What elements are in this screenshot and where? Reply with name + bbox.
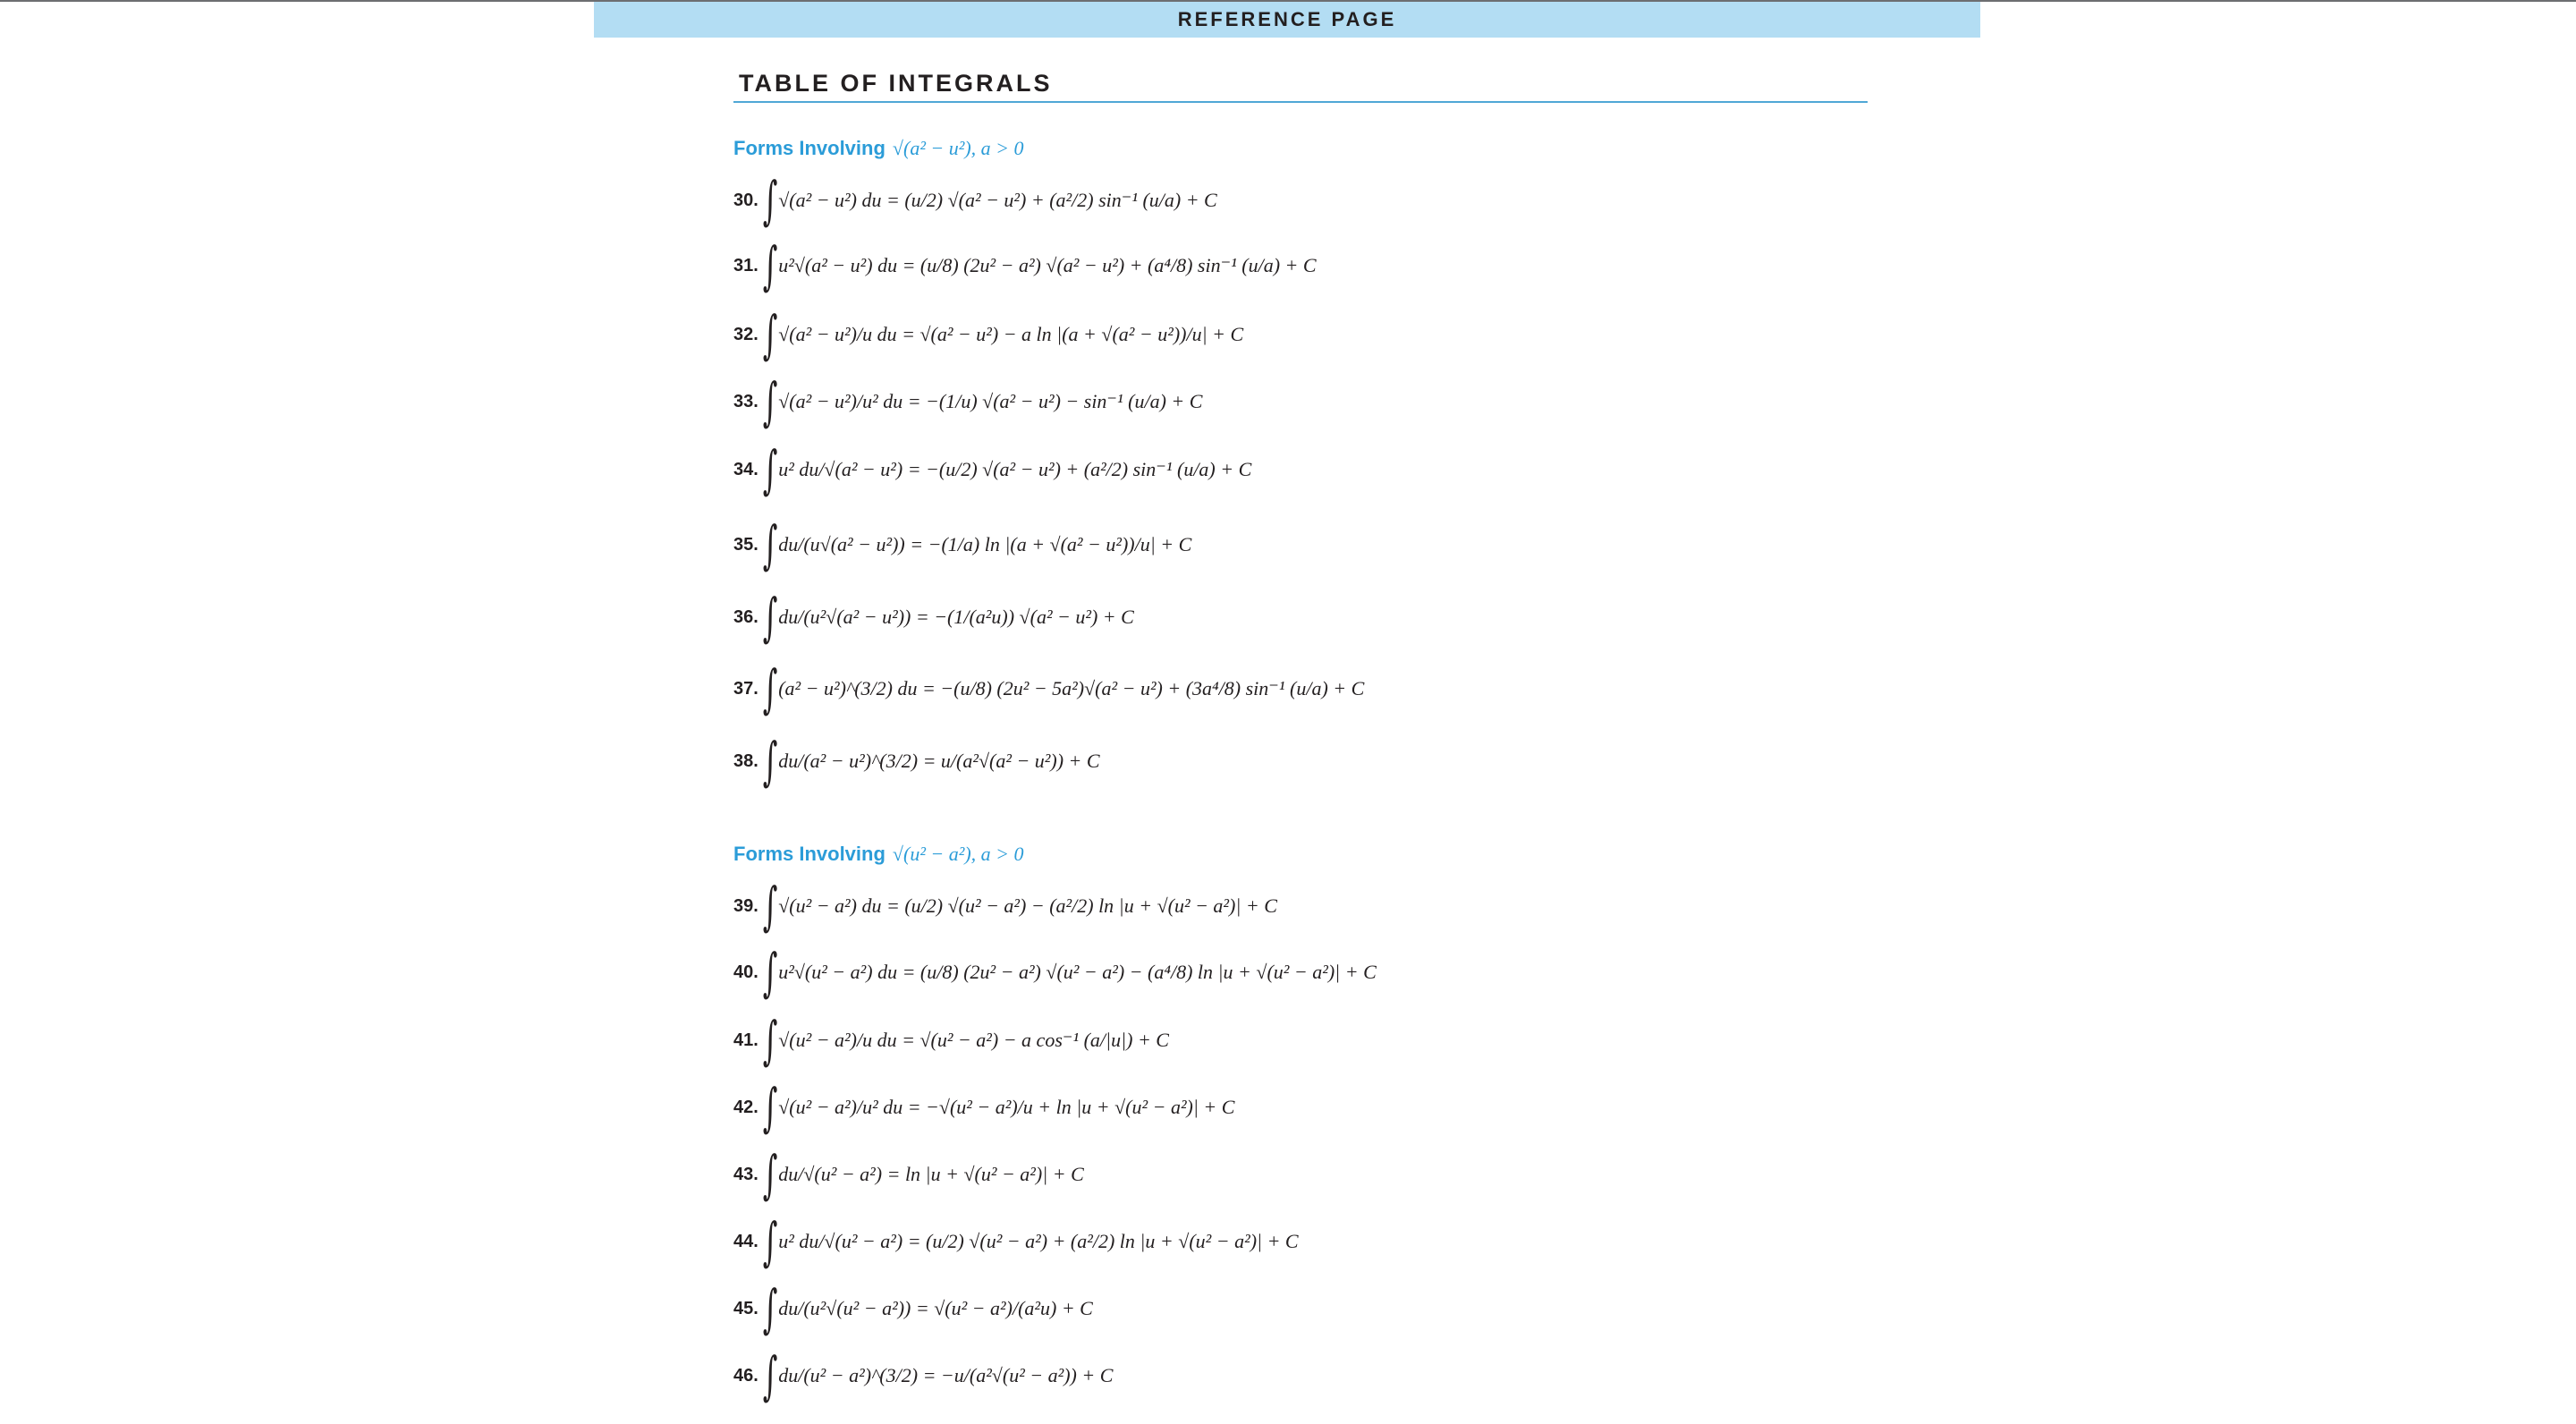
section-heading-a2-minus-u2 [733, 134, 1024, 163]
formula-expression: u²√(a² − u²) du = (u/8) (2u² − a²) √(a² − u²) + (a⁴/8) sin⁻¹ (u/a) + C [778, 254, 1317, 276]
banner-title: REFERENCE PAGE [1177, 8, 1397, 30]
formula-number: 34. [733, 459, 758, 479]
formula-number: 35. [733, 534, 758, 555]
formula-expression: du/(u² − a²)^(3/2) = −u/(a²√(u² − a²)) + C [778, 1364, 1114, 1386]
formula-expression: du/(u√(a² − u²)) = −(1/a) ln |(a + √(a² − u²))/u| + C [778, 533, 1192, 555]
formula-number: 45. [733, 1298, 758, 1318]
integral-sign-icon: ∫ [762, 942, 778, 1003]
section-condition: √(u² − a²), a > 0 [892, 843, 1024, 865]
formula-number: 42. [733, 1097, 758, 1117]
integral-sign-icon: ∫ [762, 1211, 778, 1272]
formula-number: 43. [733, 1164, 758, 1184]
formula-expression: u²√(u² − a²) du = (u/8) (2u² − a²) √(u² − a²) − (a⁴/8) ln |u + √(u² − a²)| + C [778, 961, 1377, 983]
formula-number: 40. [733, 962, 758, 982]
formula-number: 30. [733, 190, 758, 210]
formula-35 [733, 513, 1191, 577]
formula-expression: du/(u²√(a² − u²)) = −(1/(a²u)) √(a² − u²) + C [778, 606, 1134, 628]
section-condition: √(a² − u²), a > 0 [892, 137, 1024, 159]
formula-expression: √(a² − u²)/u² du = −(1/u) √(a² − u²) − sin⁻¹ (u/a) + C [778, 390, 1203, 412]
formula-34 [733, 437, 1251, 502]
integral-sign-icon: ∫ [762, 1278, 778, 1339]
integral-sign-icon: ∫ [762, 1345, 778, 1406]
formula-32 [733, 302, 1243, 367]
integral-sign-icon: ∫ [762, 876, 778, 937]
formula-expression: du/(u²√(u² − a²)) = √(u² − a²)/(a²u) + C [778, 1297, 1093, 1319]
formula-number: 37. [733, 678, 758, 699]
section-label: Forms Involving [733, 843, 886, 865]
formula-expression: √(a² − u²)/u du = √(a² − u²) − a ln |(a + √(a² − u²))/u| + C [778, 323, 1244, 345]
formula-42 [733, 1075, 1234, 1140]
formula-number: 31. [733, 255, 758, 275]
formula-number: 33. [733, 391, 758, 411]
integral-sign-icon: ∫ [762, 731, 778, 792]
section-label: Forms Involving [733, 137, 886, 159]
integral-sign-icon: ∫ [762, 371, 778, 432]
formula-43 [733, 1142, 1084, 1207]
formula-number: 39. [733, 895, 758, 916]
integral-sign-icon: ∫ [762, 304, 778, 365]
page-title: TABLE OF INTEGRALS [739, 70, 1053, 97]
formula-33 [733, 369, 1202, 434]
integral-sign-icon: ∫ [762, 1010, 778, 1071]
formula-40 [733, 940, 1377, 1004]
reference-page-banner [594, 2, 1980, 38]
formula-number: 32. [733, 324, 758, 344]
integral-sign-icon: ∫ [762, 514, 778, 575]
formula-expression: (a² − u²)^(3/2) du = −(u/8) (2u² − 5a²)√(a² − u²) + (3a⁴/8) sin⁻¹ (u/a) + C [778, 677, 1365, 699]
formula-number: 44. [733, 1231, 758, 1251]
section-heading-u2-minus-a2 [733, 840, 1024, 869]
formula-number: 41. [733, 1030, 758, 1050]
formula-45 [733, 1276, 1093, 1341]
formula-number: 36. [733, 606, 758, 627]
formula-expression: √(u² − a²) du = (u/2) √(u² − a²) − (a²/2) ln |u + √(u² − a²)| + C [778, 894, 1277, 917]
formula-expression: u² du/√(a² − u²) = −(u/2) √(a² − u²) + (a²/2) sin⁻¹ (u/a) + C [778, 458, 1252, 480]
formula-30 [733, 168, 1217, 233]
formula-38 [733, 729, 1100, 793]
formula-expression: √(u² − a²)/u du = √(u² − a²) − a cos⁻¹ (a/|u|) + C [778, 1029, 1169, 1051]
integral-sign-icon: ∫ [762, 235, 778, 296]
formula-39 [733, 874, 1277, 938]
integral-sign-icon: ∫ [762, 170, 778, 231]
integral-sign-icon: ∫ [762, 1144, 778, 1205]
formula-number: 46. [733, 1365, 758, 1386]
integral-sign-icon: ∫ [762, 587, 778, 648]
formula-46 [733, 1343, 1113, 1408]
formula-41 [733, 1008, 1169, 1072]
integral-sign-icon: ∫ [762, 439, 778, 500]
title-underline [733, 101, 1868, 103]
formula-expression: √(a² − u²) du = (u/2) √(a² − u²) + (a²/2) sin⁻¹ (u/a) + C [778, 189, 1217, 211]
formula-expression: u² du/√(u² − a²) = (u/2) √(u² − a²) + (a²/2) ln |u + √(u² − a²)| + C [778, 1230, 1299, 1252]
formula-37 [733, 657, 1364, 721]
integral-sign-icon: ∫ [762, 1077, 778, 1138]
formula-44 [733, 1209, 1299, 1274]
formula-31 [733, 233, 1317, 298]
formula-36 [733, 585, 1134, 649]
formula-expression: du/√(u² − a²) = ln |u + √(u² − a²)| + C [778, 1163, 1084, 1185]
formula-number: 38. [733, 750, 758, 771]
integral-sign-icon: ∫ [762, 658, 778, 719]
formula-expression: √(u² − a²)/u² du = −√(u² − a²)/u + ln |u + √(u² − a²)| + C [778, 1096, 1235, 1118]
formula-expression: du/(a² − u²)^(3/2) = u/(a²√(a² − u²)) + C [778, 750, 1100, 772]
